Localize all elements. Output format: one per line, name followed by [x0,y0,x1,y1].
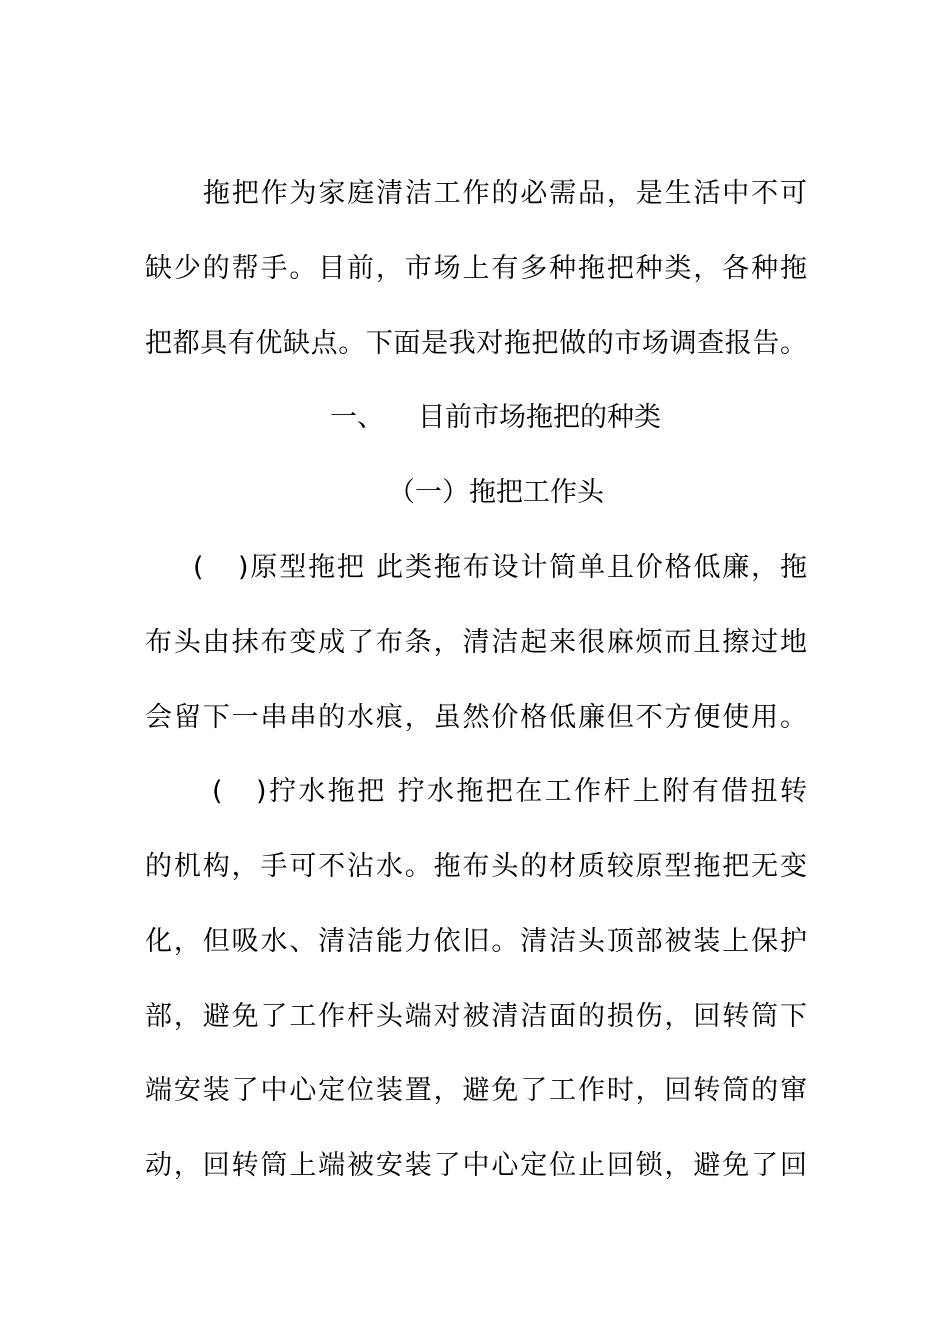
item2-line-2: 的机构，手可不沾水。拖布头的材质较原型拖把无变 [145,851,807,882]
item2-first-line: )拧水拖把 拧水拖把在工作杆上附有借扭转 [256,776,807,807]
intro-line-1: 拖把作为家庭清洁工作的必需品，是生活中不可 [203,178,807,209]
item2-line-4: 部，避免了工作杆头端对被清洁面的损伤，回转筒下 [145,1001,807,1032]
item1-line-3: 会留下一串串的水痕，虽然价格低廉但不方便使用。 [145,702,807,733]
item1-open-paren: ( [193,552,204,583]
item1-first-line: )原型拖把 此类拖布设计简单且价格低廉，拖 [238,552,807,583]
item2-line-6: 动，回转筒上端被安装了中心定位止回锁，避免了回 [145,1150,807,1181]
subsection-title: （一）拖把工作头 [388,477,604,508]
item1-line-2: 布头由抹布变成了布条，清洁起来很麻烦而且擦过地 [145,627,807,658]
item2-line-3: 化，但吸水、清洁能力依旧。清洁头顶部被装上保护 [145,926,807,957]
item2-open-paren: ( [212,776,223,807]
intro-line-2: 缺少的帮手。目前，市场上有多种拖把种类，各种拖 [145,253,807,284]
section-number: 一、 [330,402,384,433]
intro-line-3: 把都具有优缺点。下面是我对拖把做的市场调查报告。 [145,328,807,359]
section-title: 目前市场拖把的种类 [418,402,661,433]
item2-line-5: 端安装了中心定位装置，避免了工作时，回转筒的窜 [145,1075,807,1106]
